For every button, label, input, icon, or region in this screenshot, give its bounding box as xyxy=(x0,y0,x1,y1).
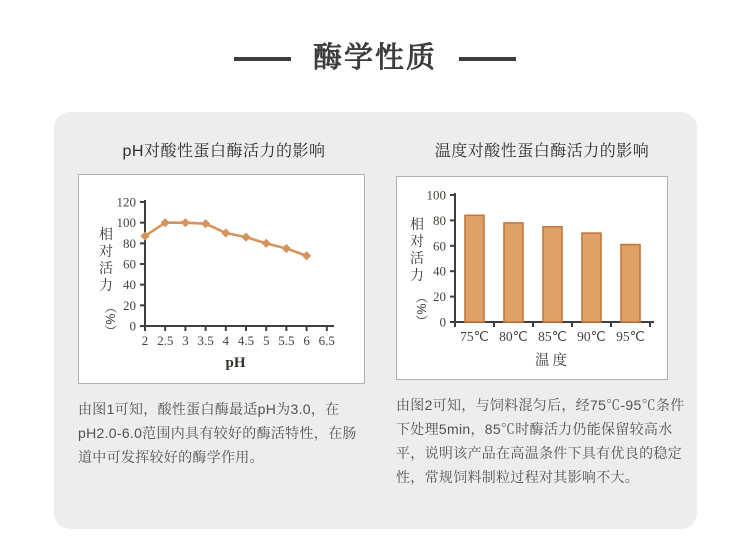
svg-text:4.5: 4.5 xyxy=(237,333,255,348)
ph-line-chart xyxy=(79,175,364,383)
svg-text:活: 活 xyxy=(99,260,113,276)
svg-text:40: 40 xyxy=(123,277,136,293)
figure-ph xyxy=(78,112,370,469)
svg-text:2: 2 xyxy=(141,333,149,348)
svg-text:75℃: 75℃ xyxy=(460,329,489,344)
svg-text:3: 3 xyxy=(182,333,189,348)
svg-text:5.5: 5.5 xyxy=(278,333,295,348)
svg-text:80: 80 xyxy=(123,235,136,251)
ph-chart-box xyxy=(78,174,365,384)
svg-text:pH: pH xyxy=(225,355,246,371)
svg-text:活: 活 xyxy=(410,250,424,266)
svg-text:（%）: （%） xyxy=(103,301,117,338)
svg-text:0: 0 xyxy=(439,314,446,330)
figure-temperature xyxy=(396,112,688,489)
svg-text:3.5: 3.5 xyxy=(197,333,214,348)
figure-temperature-description: 由图2可知，与饲料混匀后，经75℃-95℃条件下处理5min，85℃时酶活力仍能保留较高水平，说明该产品在高温条件下具有优良的稳定性，常规饲料制粒过程对其影响不大。 xyxy=(396,397,685,485)
temperature-bar-chart xyxy=(397,177,667,379)
svg-text:对: 对 xyxy=(99,243,113,259)
svg-text:温度: 温度 xyxy=(535,353,570,369)
header-right-dash xyxy=(459,57,516,61)
svg-text:120: 120 xyxy=(116,194,136,210)
svg-text:0: 0 xyxy=(129,318,136,334)
svg-text:60: 60 xyxy=(433,238,446,254)
svg-text:85℃: 85℃ xyxy=(538,329,567,344)
svg-text:20: 20 xyxy=(433,289,446,305)
svg-text:5: 5 xyxy=(262,333,270,348)
svg-text:6: 6 xyxy=(303,333,310,348)
header-left-dash xyxy=(234,57,291,61)
content-panel xyxy=(54,112,697,529)
svg-text:（%）: （%） xyxy=(414,291,428,328)
svg-text:20: 20 xyxy=(123,297,136,313)
temperature-chart-box xyxy=(396,176,668,380)
section-header xyxy=(0,44,750,73)
svg-text:90℃: 90℃ xyxy=(577,329,606,344)
svg-text:95℃: 95℃ xyxy=(616,329,645,344)
svg-text:60: 60 xyxy=(123,256,136,272)
svg-text:相: 相 xyxy=(99,226,113,242)
svg-text:力: 力 xyxy=(99,277,113,293)
svg-text:80: 80 xyxy=(433,212,446,228)
figure-temperature-title: 温度对酸性蛋白酶活力的影响 xyxy=(434,143,650,160)
figure-ph-title: pH对酸性蛋白酶活力的影响 xyxy=(122,143,326,160)
page-title: 酶学性质 xyxy=(312,42,437,74)
svg-text:力: 力 xyxy=(410,267,424,283)
svg-text:40: 40 xyxy=(433,263,446,279)
svg-text:100: 100 xyxy=(426,187,446,203)
figure-ph-description: 由图1可知，酸性蛋白酶最适pH为3.0，在pH2.0-6.0范围内具有较好的酶活特性，在肠道中可发挥较好的酶学作用。 xyxy=(78,401,357,465)
svg-text:4: 4 xyxy=(222,333,230,348)
svg-text:2.5: 2.5 xyxy=(157,333,174,348)
svg-text:80℃: 80℃ xyxy=(499,329,528,344)
svg-text:6.5: 6.5 xyxy=(318,333,335,348)
svg-text:相: 相 xyxy=(410,216,424,232)
svg-text:对: 对 xyxy=(410,233,424,249)
svg-text:100: 100 xyxy=(116,215,136,231)
